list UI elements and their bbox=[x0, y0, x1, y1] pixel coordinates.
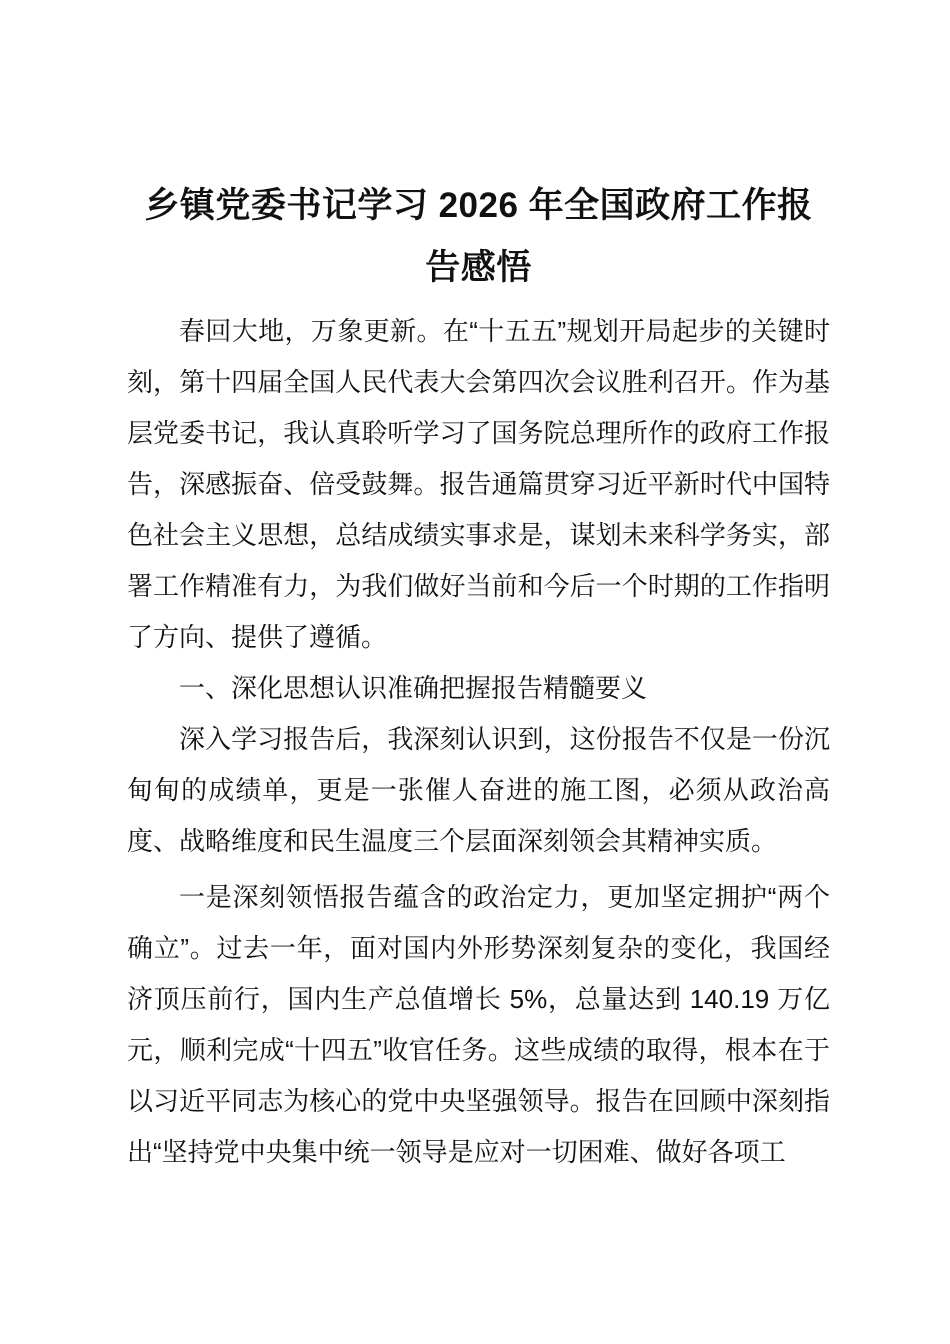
paragraph-intro: 春回大地，万象更新。在“十五五”规划开局起步的关键时刻，第十四届全国人民代表大会第四次会议胜利召开。作为基层党委书记，我认真聆听学习了国务院总理所作的政府工作报告，深感振奋、倍受鼓舞。报告通篇贯穿习近平新时代中国特色社会主义思想，总结成绩实事求是，谋划未来科学务实，部署工作精准有力，为我们做好当前和今后一个时期的工作指明了方向、提供了遵循。 bbox=[127, 316, 830, 652]
section-heading-1: 一、深化思想认识准确把握报告精髓要义 bbox=[179, 673, 648, 703]
paragraph-point-one: 一是深刻领悟报告蕴含的政治定力，更加坚定拥护“两个确立”。过去一年，面对国内外形势深刻复杂的变化，我国经济顶压前行，国内生产总值增长 5%，总量达到 140.19 万亿元，顺利完成“十四五”收官任务。这些成绩的取得，根本在于以习近平同志为核心的党中央坚强领导。报告在回顾中深刻指出“坚持党中央集中统一领导是应对一切困难、做好各项工 bbox=[127, 882, 830, 1167]
paragraph-section-summary: 深入学习报告后，我深刻认识到，这份报告不仅是一份沉甸甸的成绩单，更是一张催人奋进的施工图，必须从政治高度、战略维度和民生温度三个层面深刻领会其精神实质。 bbox=[127, 724, 830, 856]
document-title: 乡镇党委书记学习 2026 年全国政府工作报告感悟 bbox=[144, 186, 813, 287]
